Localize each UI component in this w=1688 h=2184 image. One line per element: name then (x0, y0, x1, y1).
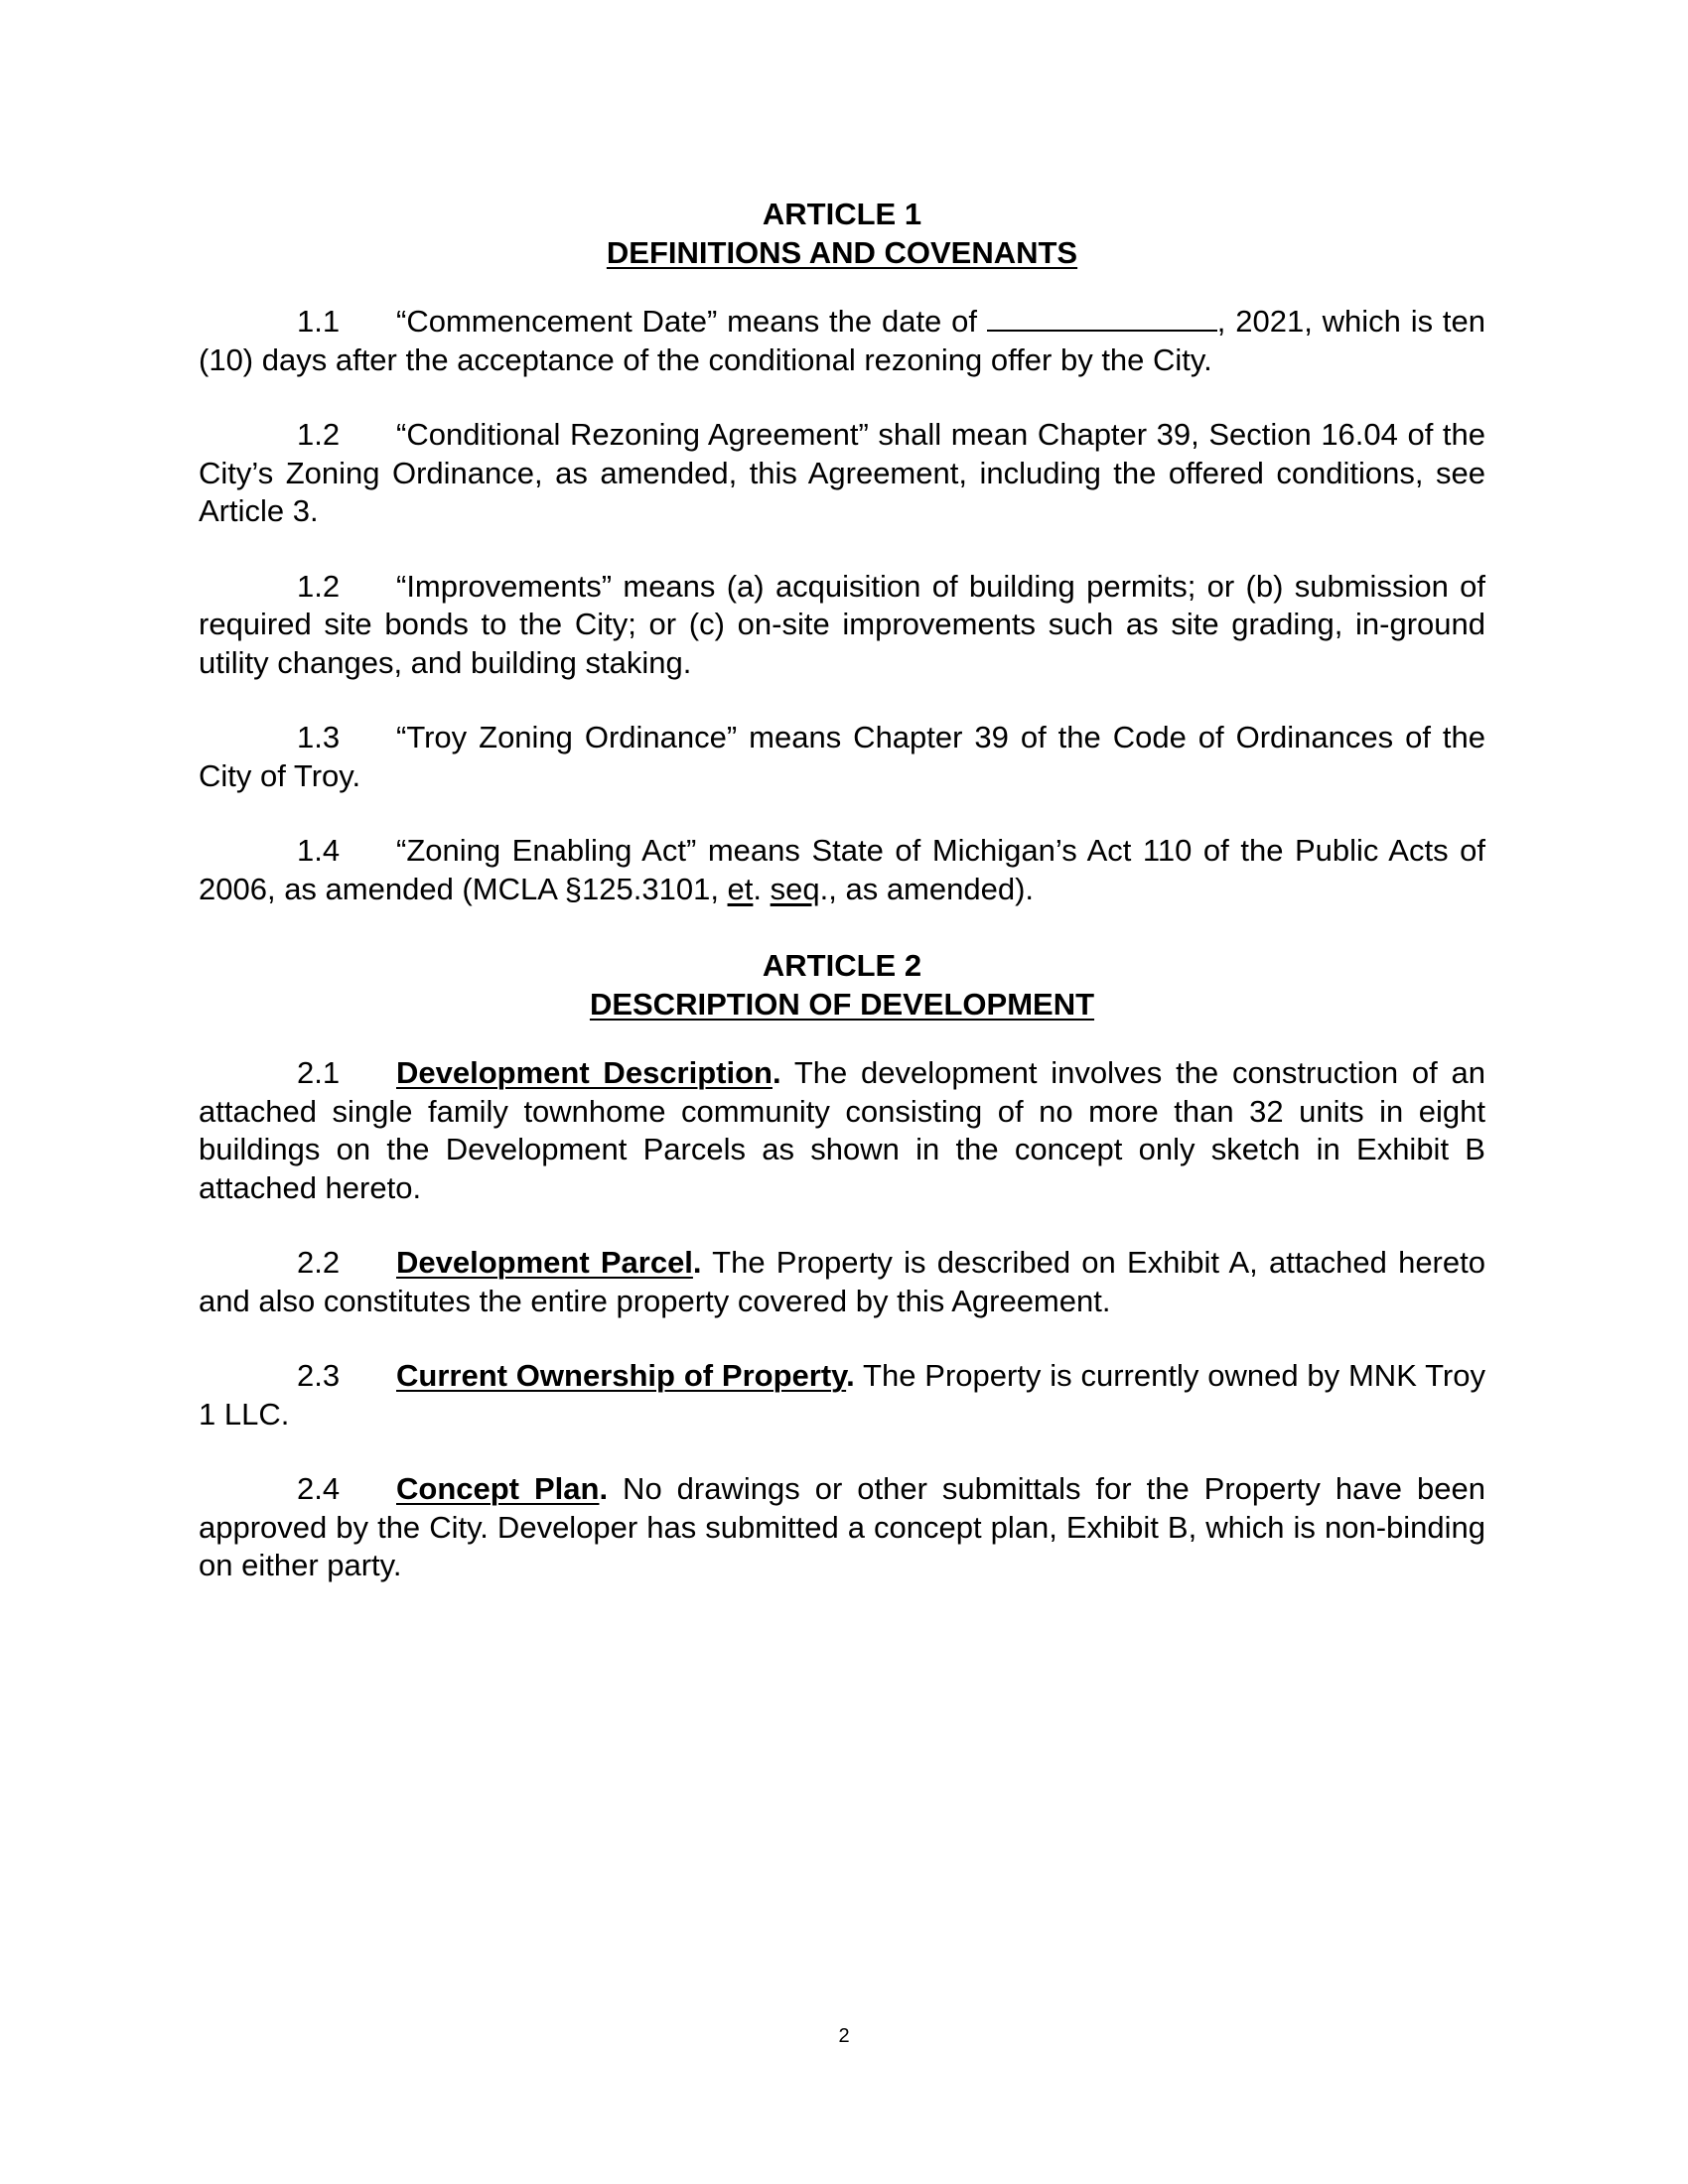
article-1-title: ARTICLE 1 (762, 197, 922, 231)
section-text: The Property is described on Exhibit A, attached hereto and also constitutes the entire property covered by this Agreement. (199, 1245, 1485, 1318)
article-2-title: ARTICLE 2 (762, 948, 922, 983)
section-text-continued: ., as amended). (819, 871, 1035, 906)
page-number: 2 (838, 2025, 850, 2047)
section-2-1: 2.1 Development Description. The development involves the construction of an attached single family townhome community consisting of no more than 32 units in eight buildings on the Development Parcels as shown in the concept only sketch in Exhibit B attached hereto. (199, 1055, 1485, 1205)
section-number: 2.3 (297, 1358, 341, 1393)
seq-underlined: seq (770, 871, 820, 906)
section-1-4 (199, 832, 1485, 908)
section-2-3: 2.3 Current Ownership of Property. The Property is currently owned by MNK Troy 1 LLC. (199, 1358, 1485, 1432)
section-heading: Concept Plan (396, 1471, 600, 1506)
date-blank-line (987, 306, 1217, 332)
section-number: 1.1 (297, 304, 341, 339)
article-2-subtitle: DESCRIPTION OF DEVELOPMENT (589, 987, 1095, 1022)
section-heading: Current Ownership of Property (396, 1358, 847, 1393)
article-2-heading (199, 946, 1485, 1024)
section-text-continued: , 2021, which is ten (10) days after the acceptance of the conditional rezoning offer by the City. (199, 304, 1485, 377)
et-underlined: et (727, 871, 754, 906)
document-page (199, 195, 1485, 1622)
section-1-2-improvements (199, 568, 1485, 683)
section-number: 1.2 (297, 568, 341, 604)
section-number: 2.1 (297, 1055, 341, 1090)
section-number: 1.2 (297, 417, 341, 452)
section-number: 2.4 (297, 1471, 341, 1506)
section-number: 1.4 (297, 833, 341, 868)
article-1-subtitle: DEFINITIONS AND COVENANTS (606, 235, 1078, 270)
period-separator: . (753, 871, 771, 906)
section-text: “Commencement Date” means the date of (396, 304, 987, 339)
section-heading: Development Parcel (396, 1245, 693, 1280)
section-text: “Troy Zoning Ordinance” means Chapter 39 of the Code of Ordinances of the City of Troy. (199, 720, 1485, 793)
section-text: “Conditional Rezoning Agreement” shall mean Chapter 39, Section 16.04 of the City’s Zoning Ordinance, as amended, this Agreement, including the offered conditions, see Article 3. (199, 417, 1485, 528)
article-1-heading (199, 195, 1485, 272)
section-1-2-conditional-rezoning (199, 416, 1485, 531)
section-text: “Zoning Enabling Act” means State of Michigan’s Act 110 of the Public Acts of 2006, as amended (MCLA §125.3101, (199, 833, 1485, 906)
section-text: The Property is currently owned by MNK Troy 1 LLC. (199, 1358, 1485, 1432)
section-number: 1.3 (297, 720, 341, 754)
section-heading: Development Description (396, 1055, 773, 1090)
section-1-1 (199, 303, 1485, 379)
section-2-4: 2.4 Concept Plan. No drawings or other submittals for the Property have been approved by the City. Developer has submitted a concept plan, Exhibit B, which is non-binding on either party. (199, 1471, 1485, 1582)
section-text: “Improvements” means (a) acquisition of building permits; or (b) submission of required site bonds to the City; or (c) on-site improvements such as site grading, in-ground utility changes, and building staking. (199, 568, 1485, 680)
section-text: No drawings or other submittals for the Property have been approved by the City. Developer has submitted a concept plan, Exhibit B, which is non-binding on either party. (199, 1471, 1485, 1582)
section-text: The development involves the construction of an attached single family townhome community consisting of no more than 32 units in eight buildings on the Development Parcels as shown in the concept only sketch in Exhibit B attached hereto. (199, 1055, 1485, 1205)
section-number: 2.2 (297, 1245, 341, 1280)
section-2-2: 2.2 Development Parcel. The Property is described on Exhibit A, attached hereto and also constitutes the entire property covered by this Agreement. (199, 1245, 1485, 1318)
section-1-3 (199, 719, 1485, 795)
